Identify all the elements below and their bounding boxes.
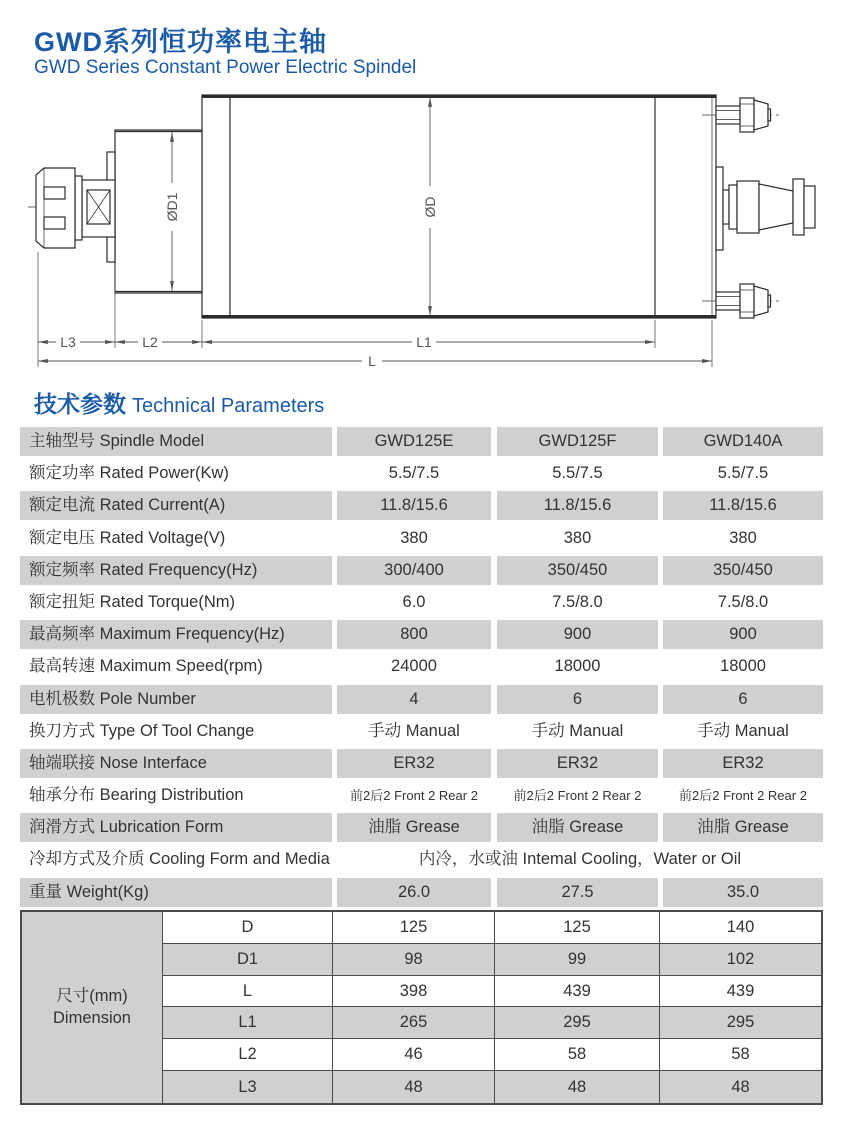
- dim-label-d: ØD: [422, 196, 438, 218]
- dimension-value: 58: [660, 1039, 821, 1071]
- param-value: 手动 Manual: [697, 721, 789, 740]
- param-value: 380: [729, 528, 757, 547]
- param-value: 7.5/8.0: [717, 592, 769, 611]
- dimension-name: L: [163, 976, 333, 1008]
- param-value: 900: [497, 620, 658, 649]
- dimension-value: 265: [333, 1007, 495, 1039]
- length-dimensions: [38, 334, 712, 369]
- param-value: 6: [497, 685, 658, 714]
- dim-label-l2: L2: [142, 334, 158, 350]
- param-value: 380: [400, 528, 428, 547]
- param-value: 4: [337, 685, 491, 714]
- dimension-value: 140: [660, 912, 821, 944]
- param-label: 额定功率 Rated Power(Kw): [29, 464, 229, 483]
- dimension-value: 295: [660, 1007, 821, 1039]
- dimension-label-chinese: 尺寸(mm): [56, 987, 128, 1006]
- param-value: 6: [663, 685, 823, 714]
- param-value: 380: [563, 528, 592, 547]
- dimension-value: 58: [495, 1039, 660, 1071]
- table-row-rated-voltage: [20, 524, 823, 553]
- dimension-value: 46: [333, 1039, 495, 1071]
- param-value: 27.5: [497, 878, 658, 907]
- param-value: 6.0: [402, 592, 426, 611]
- param-label: 电机极数 Pole Number: [20, 685, 332, 714]
- param-label: 轴承分布 Bearing Distribution: [29, 786, 244, 805]
- dimension-value: 102: [660, 944, 821, 976]
- table-row-nose-interface: [20, 749, 823, 778]
- param-label: 冷却方式及介质 Cooling Form and Media: [29, 850, 330, 869]
- param-value: 5.5/7.5: [717, 464, 769, 483]
- section-title: [34, 386, 324, 419]
- dimension-value: 439: [495, 976, 660, 1008]
- dimension-value: 295: [495, 1007, 660, 1039]
- param-value: ER32: [497, 749, 658, 778]
- param-value: 5.5/7.5: [388, 464, 440, 483]
- table-row-weight: [20, 878, 823, 907]
- spindle-shaft: [75, 176, 115, 240]
- param-label: 轴端联接 Nose Interface: [20, 749, 332, 778]
- table-row-rated-frequency: [20, 556, 823, 585]
- table-row-rated-current: [20, 491, 823, 520]
- param-label: 最高转速 Maximum Speed(rpm): [29, 657, 263, 676]
- dim-label-l: L: [368, 353, 376, 369]
- section-title-english: Technical Parameters: [132, 395, 325, 417]
- param-value: 手动 Manual: [531, 721, 624, 740]
- param-value: GWD125F: [497, 427, 658, 456]
- param-value: 前2后2 Front 2 Rear 2: [513, 788, 642, 804]
- page-title-english: GWD Series Constant Power Electric Spindel: [34, 57, 417, 78]
- dimension-table: [20, 910, 823, 1105]
- section-title-chinese: 技术参数: [34, 391, 126, 417]
- table-row-max-frequency: [20, 620, 823, 649]
- dimension-table-label: [22, 912, 163, 1103]
- param-value: 350/450: [497, 556, 658, 585]
- param-label: 额定电压 Rated Voltage(V): [29, 528, 226, 547]
- param-value: 前2后2 Front 2 Rear 2: [350, 788, 478, 804]
- param-value: 前2后2 Front 2 Rear 2: [679, 788, 807, 804]
- param-value: 18000: [720, 657, 766, 676]
- er-collet-nut: [36, 168, 75, 248]
- technical-parameters-table: [20, 427, 823, 1105]
- dimension-name: D: [163, 912, 333, 944]
- param-value: 350/450: [663, 556, 823, 585]
- table-row-pole-number: [20, 685, 823, 714]
- param-label: 额定电流 Rated Current(A): [20, 491, 332, 520]
- page-title-chinese: GWD系列恒功率电主轴: [34, 27, 327, 57]
- table-row-cooling: [20, 845, 823, 874]
- front-housing: [107, 130, 202, 293]
- param-value: 11.8/15.6: [663, 491, 823, 520]
- param-label: 润滑方式 Lubrication Form: [20, 813, 332, 842]
- dimension-label-english: Dimension: [53, 1009, 131, 1028]
- param-value: 油脂 Grease: [663, 813, 823, 842]
- table-row-rated-power: [20, 459, 823, 488]
- dimension-name: L1: [163, 1007, 333, 1039]
- param-label: 重量 Weight(Kg): [20, 878, 332, 907]
- dimension-name: D1: [163, 944, 333, 976]
- dimension-value: 125: [495, 912, 660, 944]
- dim-label-d1: ØD1: [164, 192, 180, 222]
- param-value: 7.5/8.0: [552, 592, 603, 611]
- param-value: ER32: [663, 749, 823, 778]
- dimension-value: 48: [660, 1071, 821, 1103]
- table-row-spindle-model: [20, 427, 823, 456]
- dim-label-l3: L3: [60, 334, 76, 350]
- table-row-bearing-distribution: [20, 781, 823, 810]
- param-value-span: 内冷，水或油 Intemal Cooling，Water or Oil: [418, 850, 742, 869]
- param-value: 5.5/7.5: [552, 464, 603, 483]
- param-value: 手动 Manual: [368, 721, 460, 740]
- dimension-value: 98: [333, 944, 495, 976]
- param-value: 油脂 Grease: [337, 813, 491, 842]
- dim-label-l1: L1: [416, 334, 432, 350]
- param-value: 800: [337, 620, 491, 649]
- param-value: GWD140A: [663, 427, 823, 456]
- dimension-value: 48: [333, 1071, 495, 1103]
- param-value: ER32: [337, 749, 491, 778]
- dimension-value: 398: [333, 976, 495, 1008]
- dimension-value: 99: [495, 944, 660, 976]
- param-value: GWD125E: [337, 427, 491, 456]
- power-connector-icon: [716, 167, 815, 250]
- table-row-lubrication-form: [20, 813, 823, 842]
- param-value: 18000: [554, 657, 601, 676]
- spindle-technical-drawing: [0, 85, 852, 381]
- dimension-value: 48: [495, 1071, 660, 1103]
- dimension-name: L3: [163, 1071, 333, 1103]
- param-label: 额定频率 Rated Frequency(Hz): [20, 556, 332, 585]
- param-label: 主轴型号 Spindle Model: [20, 427, 332, 456]
- dimension-value: 125: [333, 912, 495, 944]
- param-value: 35.0: [663, 878, 823, 907]
- param-value: 11.8/15.6: [337, 491, 491, 520]
- param-label: 额定扭矩 Rated Torque(Nm): [29, 592, 236, 611]
- param-value: 900: [663, 620, 823, 649]
- param-value: 11.8/15.6: [497, 491, 658, 520]
- param-value: 24000: [391, 657, 437, 676]
- param-value: 26.0: [337, 878, 491, 907]
- motor-body: [202, 95, 716, 318]
- param-label: 换刀方式 Type Of Tool Change: [29, 721, 255, 740]
- dimension-name: L2: [163, 1039, 333, 1071]
- table-row-tool-change: [20, 717, 823, 746]
- param-value: 300/400: [337, 556, 491, 585]
- table-row-rated-torque: [20, 588, 823, 617]
- table-row-max-speed: [20, 652, 823, 681]
- dimension-value: 439: [660, 976, 821, 1008]
- param-value: 油脂 Grease: [497, 813, 658, 842]
- param-label: 最高频率 Maximum Frequency(Hz): [20, 620, 332, 649]
